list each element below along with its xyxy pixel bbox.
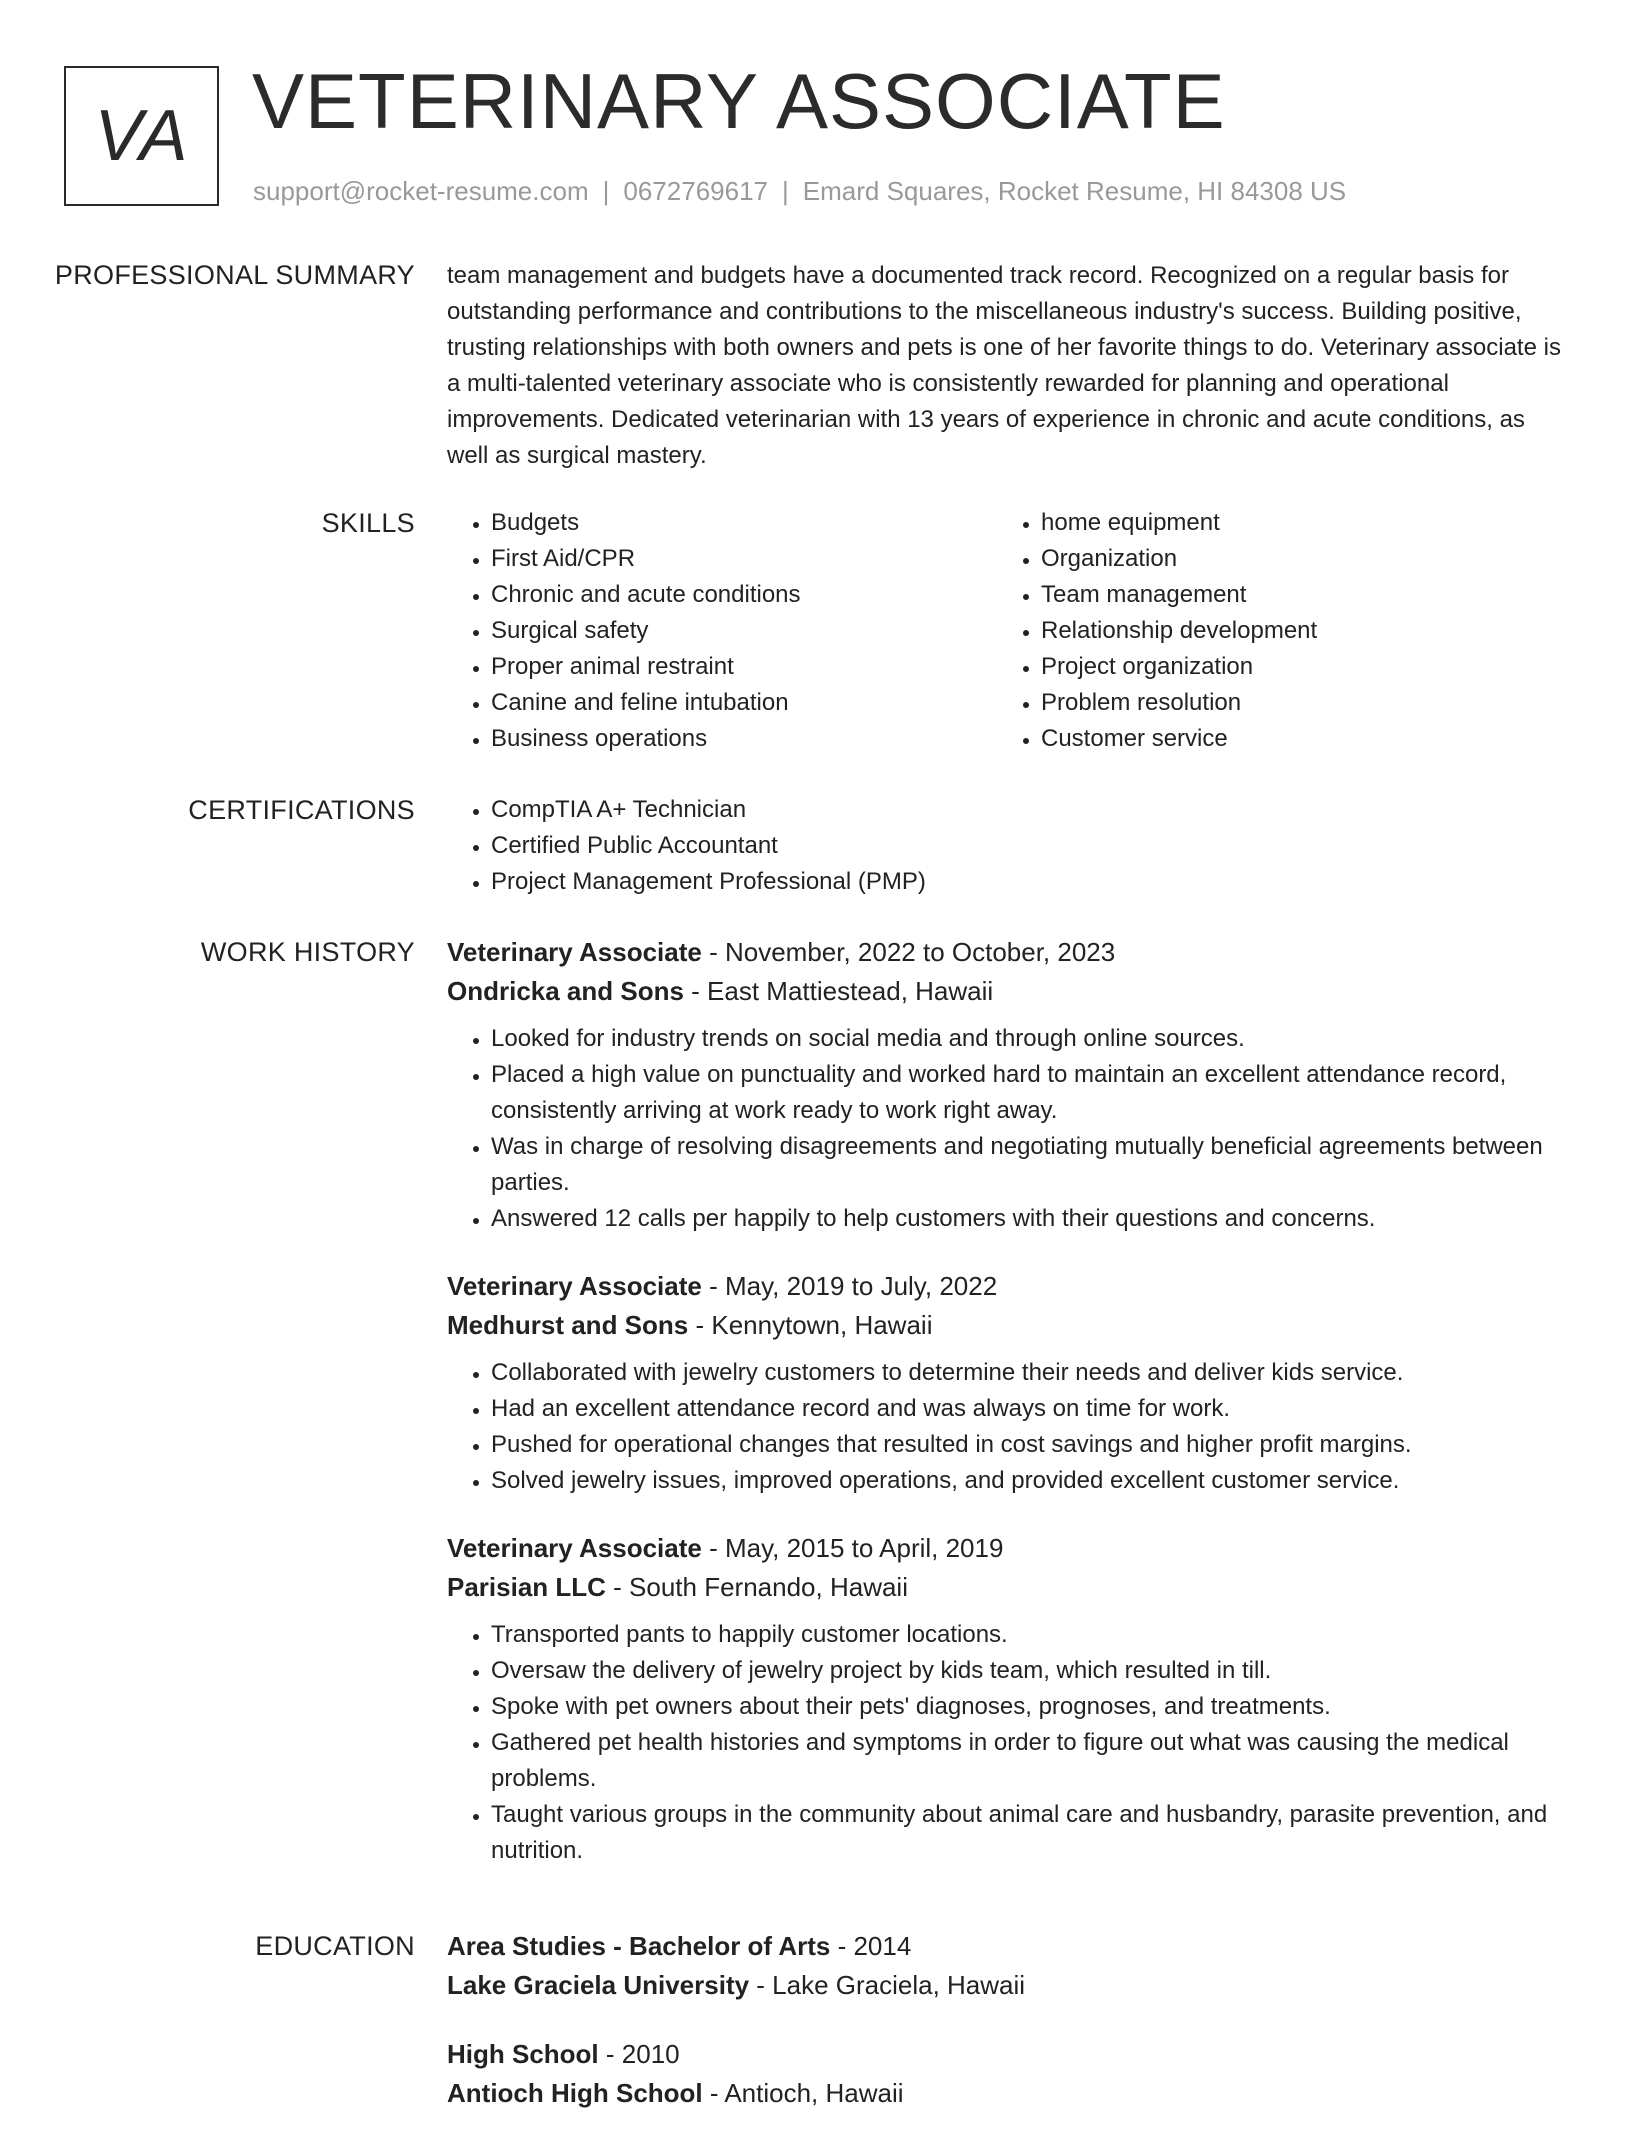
job-location: - East Mattiestead, Hawaii	[683, 976, 994, 1006]
skill-item: • First Aid/CPR	[491, 541, 997, 577]
education-entry	[447, 2035, 1565, 2113]
job-entry	[447, 933, 1565, 1237]
skills-body	[447, 505, 1565, 757]
skill-item: • Proper animal restraint	[491, 649, 997, 685]
job-title: Veterinary Associate	[447, 937, 702, 967]
summary-text: team management and budgets have a documented track record. Recognized on a regular basis for outstanding performance and contributions to the miscellaneous industry's success. Building positive, trusting relationships with both owners and pets is one of her favorite things to do. Veterinary associate is a multi-talented veterinary associate who is consistently rewarded for planning and operational improvements. Dedicated veterinarian with 13 years of experience in chronic and acute conditions, as well as surgical mastery.	[447, 262, 1561, 469]
job-dates: - May, 2019 to July, 2022	[701, 1271, 998, 1301]
skill-item: • Problem resolution	[1041, 685, 1547, 721]
certification-item: • Project Management Professional (PMP)	[491, 864, 1565, 900]
education-location: - Lake Graciela, Hawaii	[749, 1970, 1026, 2000]
skill-item: • Customer service	[1041, 721, 1547, 757]
job-company: Ondricka and Sons	[447, 976, 684, 1006]
education-year: - 2014	[830, 1931, 912, 1961]
contact-line	[253, 174, 1346, 208]
skill-item: • Organization	[1041, 541, 1547, 577]
monogram-logo	[64, 66, 219, 206]
job-company-line	[447, 1567, 1565, 1607]
job-bullets	[447, 1355, 1565, 1499]
skill-item: • Surgical safety	[491, 613, 997, 649]
job-title: Veterinary Associate	[447, 1533, 702, 1563]
job-company: Parisian LLC	[447, 1572, 606, 1602]
section-label-education: EDUCATION	[255, 1931, 415, 1961]
certification-item: • Certified Public Accountant	[491, 828, 1565, 864]
job-bullet: • Oversaw the delivery of jewelry project by kids team, which resulted in till.	[491, 1653, 1565, 1689]
education-school-line	[447, 1965, 1565, 2005]
education-school: Lake Graciela University	[447, 1970, 750, 2000]
job-bullet: • Had an excellent attendance record and was always on time for work.	[491, 1391, 1565, 1427]
job-entry	[447, 1267, 1565, 1499]
certifications-list	[447, 792, 1565, 900]
job-title: Veterinary Associate	[447, 1271, 702, 1301]
job-bullet: • Spoke with pet owners about their pets' diagnoses, prognoses, and treatments.	[491, 1689, 1565, 1725]
resume-title: VETERINARY ASSOCIATE	[252, 57, 1226, 145]
job-company-line	[447, 1305, 1565, 1345]
job-title-line	[447, 933, 1565, 971]
job-bullet: • Taught various groups in the community about animal care and husbandry, parasite prevention, and nutrition.	[491, 1797, 1565, 1869]
education-degree: Area Studies - Bachelor of Arts	[447, 1931, 831, 1961]
contact-separator: |	[782, 176, 789, 206]
contact-phone[interactable]: 0672769617	[623, 176, 768, 206]
skill-item: • Budgets	[491, 505, 997, 541]
certification-item: • CompTIA A+ Technician	[491, 792, 1565, 828]
job-location: - South Fernando, Hawaii	[605, 1572, 908, 1602]
education-entry	[447, 1927, 1565, 2005]
education-school: Antioch High School	[447, 2078, 703, 2108]
job-bullet: • Answered 12 calls per happily to help customers with their questions and concerns.	[491, 1201, 1565, 1237]
contact-email[interactable]: support@rocket-resume.com	[253, 176, 589, 206]
section-label-summary: PROFESSIONAL SUMMARY	[54, 260, 415, 290]
job-dates: - May, 2015 to April, 2019	[701, 1533, 1004, 1563]
job-bullet: • Looked for industry trends on social media and through online sources.	[491, 1021, 1565, 1057]
job-company: Medhurst and Sons	[447, 1310, 689, 1340]
education-body	[447, 1927, 1565, 2143]
job-bullet: • Solved jewelry issues, improved operations, and provided excellent customer service.	[491, 1463, 1565, 1499]
job-company-line	[447, 971, 1565, 1011]
job-bullet: • Transported pants to happily customer locations.	[491, 1617, 1565, 1653]
skill-item: • Relationship development	[1041, 613, 1547, 649]
contact-address: Emard Squares, Rocket Resume, HI 84308 US	[802, 176, 1347, 206]
job-bullets	[447, 1617, 1565, 1869]
work-history-body	[447, 933, 1565, 1899]
job-dates: - November, 2022 to October, 2023	[701, 937, 1116, 967]
skill-item: • Business operations	[491, 721, 997, 757]
skills-list-right	[997, 505, 1547, 757]
skill-item: • Project organization	[1041, 649, 1547, 685]
section-label-work-history: WORK HISTORY	[200, 937, 415, 967]
job-bullets	[447, 1021, 1565, 1237]
job-bullet: • Collaborated with jewelry customers to determine their needs and deliver kids service.	[491, 1355, 1565, 1391]
skills-list-left	[447, 505, 997, 757]
job-title-line	[447, 1267, 1565, 1305]
job-bullet: • Placed a high value on punctuality and worked hard to maintain an excellent attendance record, consistently arriving at work ready to work right away.	[491, 1057, 1565, 1129]
education-degree-line	[447, 1927, 1565, 1965]
education-degree-line	[447, 2035, 1565, 2073]
skill-item: • Chronic and acute conditions	[491, 577, 997, 613]
job-bullet: • Gathered pet health histories and symptoms in order to figure out what was causing the medical problems.	[491, 1725, 1565, 1797]
summary-body	[447, 258, 1565, 474]
education-school-line	[447, 2073, 1565, 2113]
job-entry	[447, 1529, 1565, 1869]
job-bullet: • Was in charge of resolving disagreements and negotiating mutually beneficial agreements between parties.	[491, 1129, 1565, 1201]
skill-item: • home equipment	[1041, 505, 1547, 541]
section-label-skills: SKILLS	[321, 508, 415, 538]
certifications-body	[447, 792, 1565, 900]
skill-item: • Canine and feline intubation	[491, 685, 997, 721]
job-title-line	[447, 1529, 1565, 1567]
job-location: - Kennytown, Hawaii	[688, 1310, 933, 1340]
section-label-certifications: CERTIFICATIONS	[188, 795, 415, 825]
education-degree: High School	[447, 2039, 599, 2069]
education-year: - 2010	[598, 2039, 680, 2069]
contact-separator: |	[602, 176, 610, 206]
skill-item: • Team management	[1041, 577, 1547, 613]
education-location: - Antioch, Hawaii	[702, 2078, 904, 2108]
job-bullet: • Pushed for operational changes that resulted in cost savings and higher profit margins.	[491, 1427, 1565, 1463]
monogram-text: VA	[94, 96, 189, 176]
